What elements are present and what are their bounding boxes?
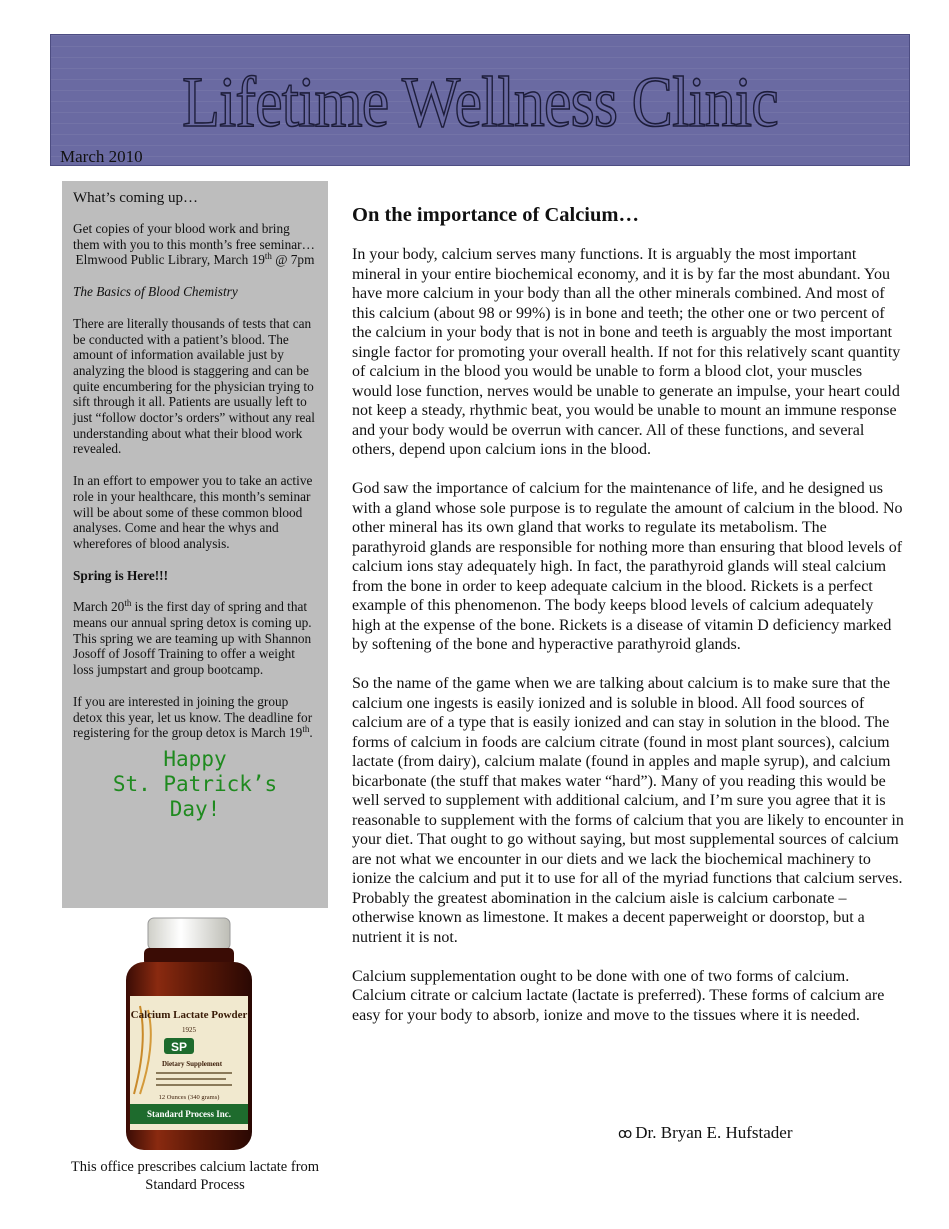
seminar-location bbox=[73, 252, 317, 268]
coming-up-heading: What’s coming up… bbox=[73, 190, 198, 206]
seminar-title: The Basics of Blood Chemistry bbox=[73, 284, 238, 300]
st-patricks-line-2: St. Patrick’s bbox=[112, 771, 278, 796]
bottle-label-brand: SP bbox=[170, 1040, 188, 1054]
seminar-location-text: Elmwood Public Library, March 19 bbox=[75, 252, 265, 268]
bottle-label-company: Standard Process Inc. bbox=[146, 1109, 232, 1119]
bottle-label-year: 1925 bbox=[182, 1026, 196, 1034]
calcium-lactate-bottle-image bbox=[120, 914, 258, 1154]
article-paragraph: In your body, calcium serves many functions. It is arguably the most important mineral in your entire biochemical economy, and it is by far the most abundant. You have more calcium in your body than all the other minerals combined. And most of this calcium (about 98 or 99%) is in bone and teeth; the other one or two percent of the calcium in your body that is not in bone and teeth is arguably the most important single factor for promoting your overall health. If not for this relatively scant quantity of calcium in the blood you would be unable to form a blood clot, your muscles would lose function, nerves would be unable to generate an impulse, your heart could not keep a steady, rhythmic beat, you would be unable to mount an immune response and your body would be overrun with cancer. All of these functions, and several others, depend upon calcium ions in the blood. bbox=[352, 246, 901, 458]
signature bbox=[618, 1123, 792, 1144]
spring-paragraph-2-end: . bbox=[309, 725, 313, 741]
seminar-intro: Get copies of your blood work and bring them with you to this month’s free seminar… bbox=[73, 221, 315, 252]
spring-paragraph-1-text: is the first day of spring and that means our annual spring detox is coming up. This spring we are teaming up with Shannon Josoff of Josoff Training to offer a weight loss jumpstart and group bootcamp. bbox=[73, 599, 312, 678]
article-paragraph: Calcium supplementation ought to be done with one of two forms of calcium. Calcium citrate or calcium lactate (lactate is preferred). These forms of calcium are easy for your body to absorb, ionize and move to the tissues where it is needed. bbox=[352, 967, 885, 1024]
spring-date-sup: th bbox=[124, 598, 132, 609]
clinic-name: Lifetime Wellness Clinic bbox=[182, 62, 778, 142]
signature-ornament-icon: ꝏ bbox=[618, 1126, 633, 1142]
article-paragraph: So the name of the game when we are talking about calcium is to make sure that the calcium one ingests is easily ionized and is soluble in blood. All food sources of calcium are of a type that is easily ionized and can stay in solution in the blood. The forms of calcium in foods are calcium citrate (found in most plant sources), calcium lactate (from dairy), calcium malate (found in apples and maple syrup), and calcium bicarbonate (the stuff that makes water “hard”). Many of you reading this would be well served to supplement with additional calcium, and I’m sure you agree that it is reasonable to supplement with the forms of calcium that you are likely to encounter in your diet. That ought to go without saying, but most supplemental sources of calcium are not what we encounter in our diets and we lack the biochemical machinery to ionize the calcium and put it to use for all of the myriad functions that calcium serves. Probably the greatest abomination in the calcium aisle is calcium carbonate – otherwise known as limestone. It makes a decent paperweight or doorstop, but a nutrient it is not. bbox=[352, 675, 904, 946]
article-paragraph: God saw the importance of calcium for the maintenance of life, and he designed us with a gland whose sole purpose is to regulate the amount of calcium in the blood. No other mineral has its own gland that works to regulate its metabolism. The parathyroid glands are responsible for nothing more than ensuring that blood levels of calcium ions stay adequately high. In fact, the parathyroid glands will steal calcium from the bone in order to keep adequate calcium in the blood. Rickets is a perfect example of this phenomenon. The body keeps blood levels of calcium adequately high at the expense of the bone. Rickets is a disease of vitamin D deficiency marked by softening of the bone and hyperactive parathyroid glands. bbox=[352, 480, 903, 653]
st-patricks-line-1: Happy bbox=[163, 746, 227, 771]
seminar-time: @ 7pm bbox=[271, 252, 315, 268]
spring-paragraph-2-text: If you are interested in joining the group detox this year, let us know. The deadline for registering for the group detox is March 19 bbox=[73, 693, 313, 741]
spring-heading: Spring is Here!!! bbox=[73, 567, 169, 583]
seminar-location-sup: th bbox=[264, 251, 272, 262]
st-patricks-greeting bbox=[73, 747, 317, 822]
masthead bbox=[50, 34, 910, 166]
bottle-label-title: Calcium Lactate Powder bbox=[130, 1009, 248, 1021]
spring-deadline-sup: th bbox=[302, 724, 310, 735]
article-title: On the importance of Calcium… bbox=[352, 204, 639, 226]
spring-paragraph-1 bbox=[73, 599, 317, 678]
sidebar bbox=[62, 181, 328, 908]
st-patricks-line-3: Day! bbox=[169, 796, 221, 821]
issue-date: March 2010 bbox=[60, 147, 143, 166]
seminar-paragraph-2: In an effort to empower you to take an active role in your healthcare, this month’s seminar will be about some of these common blood analyses. Come and hear the whys and wherefores of blood analysis. bbox=[73, 473, 313, 551]
spring-paragraph-2 bbox=[73, 694, 317, 741]
spring-date: March 20 bbox=[73, 599, 125, 615]
signature-name: Dr. Bryan E. Hufstader bbox=[635, 1123, 793, 1142]
bottle-label-supplement: Dietary Supplement bbox=[161, 1060, 223, 1068]
bottle-label-weight: 12 Ounces (340 grams) bbox=[158, 1094, 220, 1101]
seminar-paragraph-1: There are literally thousands of tests that can be conducted with a patient’s blood. The amount of information available just by analyzing the blood is staggering and can be quite encumbering for the physician trying to sift through it all. Patients are usually left to just “follow doctor’s orders” without any real understanding about what their blood work revealed. bbox=[73, 315, 315, 457]
product-caption: This office prescribes calcium lactate from Standard Process bbox=[70, 1159, 320, 1193]
article bbox=[352, 203, 904, 1045]
